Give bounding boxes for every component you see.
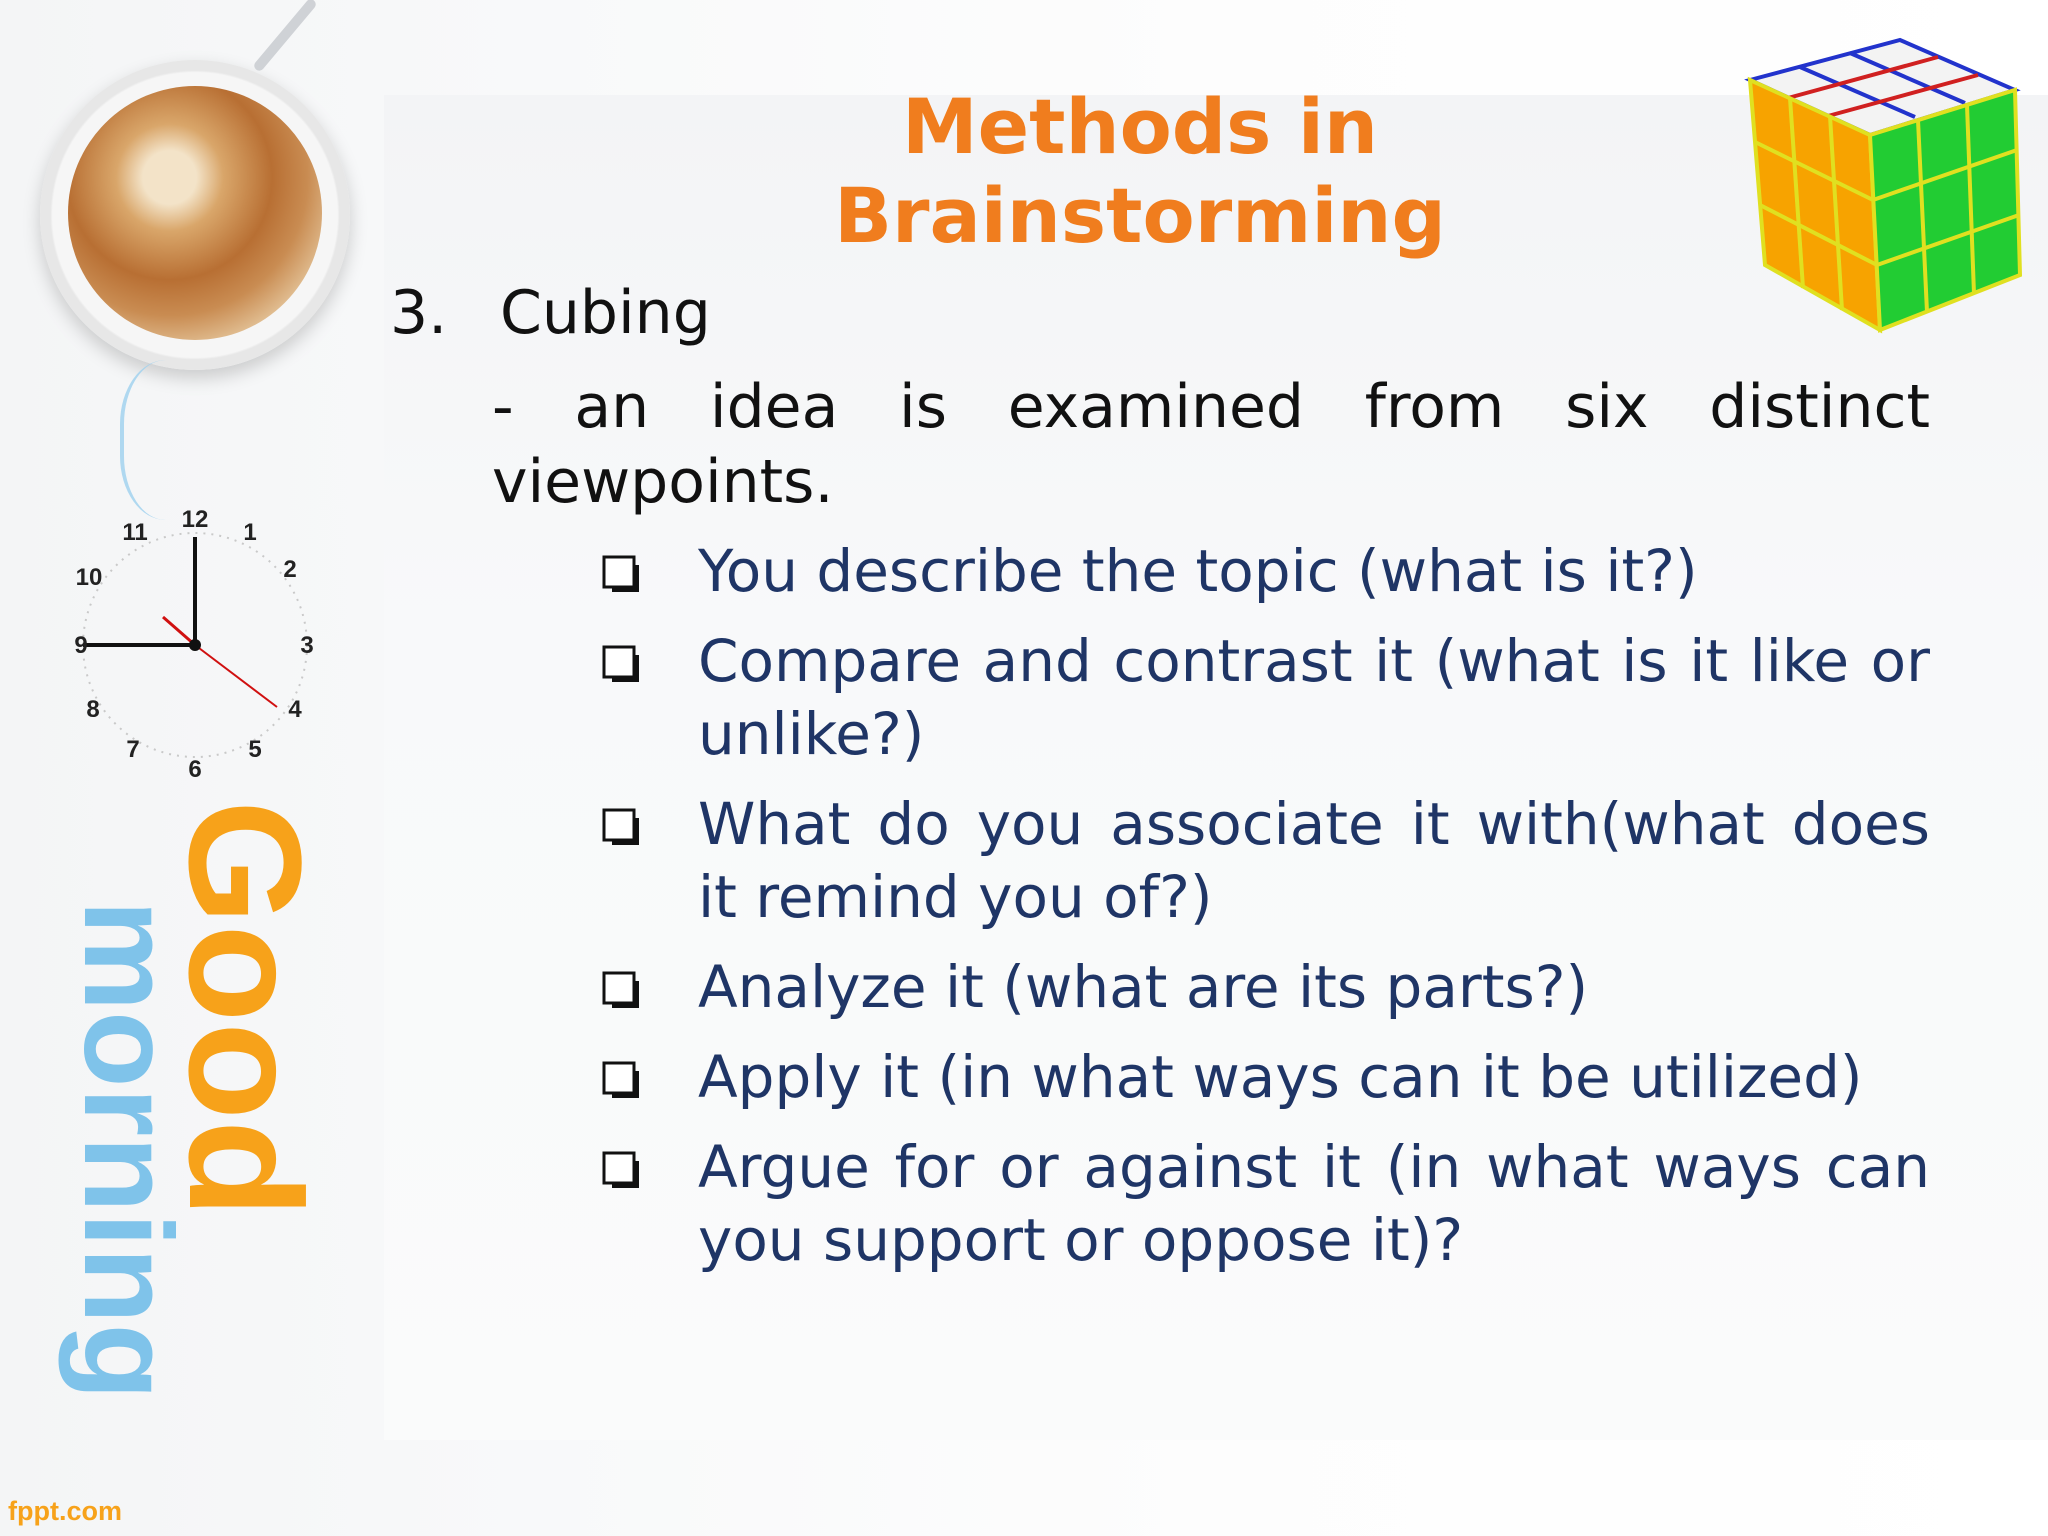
list-item-text: Analyze it (what are its parts?): [698, 953, 1589, 1021]
list-item-text: You describe the topic (what is it?): [698, 537, 1698, 605]
watermark: fppt.com: [8, 1496, 122, 1526]
list-item-text: What do you associate it with(what does it remind you of?): [698, 790, 1930, 931]
list-item: [598, 788, 1930, 934]
coffee-foam: [68, 86, 322, 340]
clock-number: 12: [181, 506, 209, 533]
checkbox-bullet-icon: [602, 971, 640, 1009]
coffee-cup-image: [40, 60, 350, 370]
section-heading: [390, 278, 711, 348]
clock-number: 3: [300, 632, 314, 659]
checkbox-bullet-icon: [602, 1151, 640, 1189]
section-title: Cubing: [500, 278, 711, 348]
clock-number: 10: [75, 564, 103, 591]
spoon-image: [252, 0, 318, 73]
section-description: - an idea is examined from six distinct viewpoints.: [492, 372, 1930, 517]
clock-number: 4: [288, 696, 302, 723]
good-morning-word-morning: morning: [58, 900, 197, 1400]
list-item: [598, 535, 1930, 608]
list-item: [598, 1041, 1930, 1114]
clock-number: 1: [243, 519, 257, 546]
list-item-text: Apply it (in what ways can it be utilized): [698, 1043, 1863, 1111]
clock-number: 9: [74, 632, 88, 659]
clock-icon: [45, 495, 345, 795]
checkbox-bullet-icon: [602, 555, 640, 593]
list-item: [598, 1131, 1930, 1277]
list-item-text: Compare and contrast it (what is it like or unlike?): [698, 627, 1930, 768]
clock-number: 8: [86, 696, 100, 723]
list-item: [598, 625, 1930, 771]
viewpoint-list: [598, 535, 1930, 1294]
rubiks-cube-image: [1730, 20, 2030, 340]
section-number: 3.: [390, 278, 448, 348]
checkbox-bullet-icon: [602, 1061, 640, 1099]
clock-number: 7: [126, 736, 140, 763]
clock-number: 2: [283, 556, 297, 583]
good-morning-word-good: Good: [156, 800, 335, 1218]
clock-number: 5: [248, 736, 262, 763]
list-item: [598, 951, 1930, 1024]
clock-number: 6: [188, 756, 202, 783]
checkbox-bullet-icon: [602, 808, 640, 846]
slide-title: Methods in Brainstorming: [834, 82, 1446, 260]
checkbox-bullet-icon: [602, 645, 640, 683]
list-item-text: Argue for or against it (in what ways can you support or oppose it)?: [698, 1133, 1930, 1274]
clock-number: 11: [122, 519, 148, 546]
